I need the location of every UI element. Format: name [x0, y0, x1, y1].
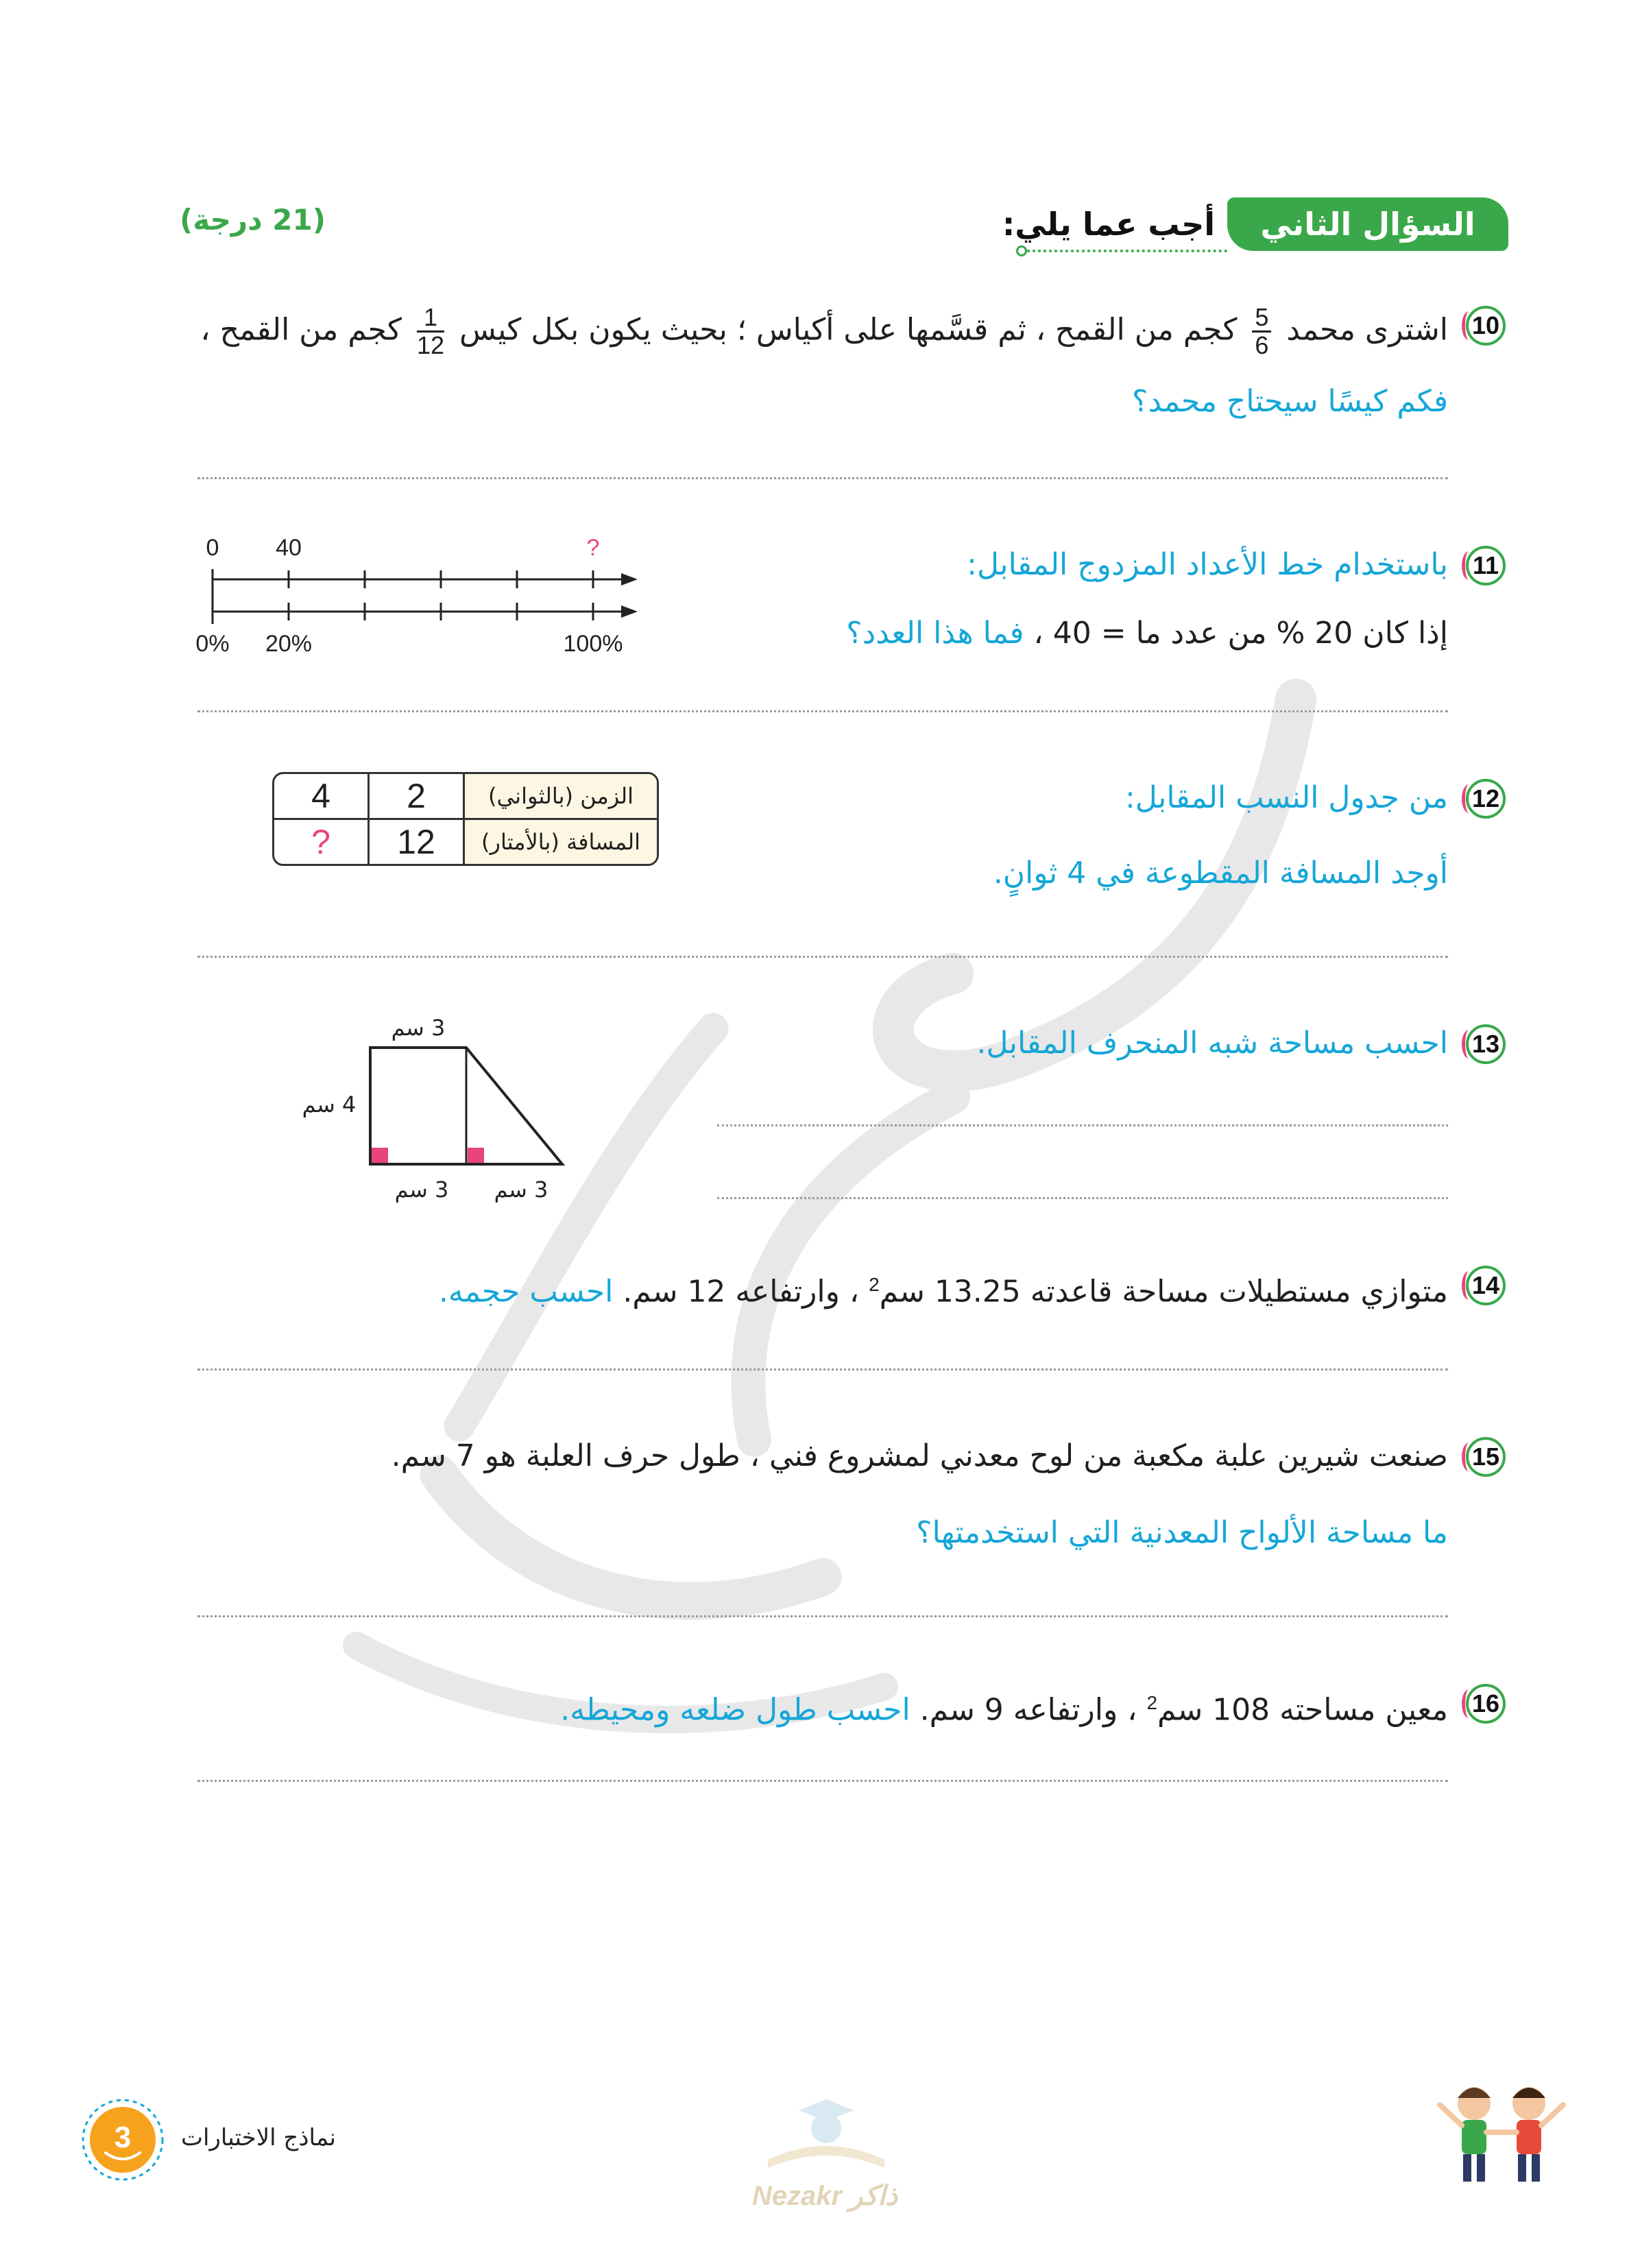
q10-text-part2: كجم من القمح ، ثم قسَّمها على أكياس ؛ بحيث يكون بكل كيس — [459, 312, 1238, 348]
question-16-line1 — [560, 1682, 1448, 1731]
top-label-40: 40 — [276, 535, 302, 561]
question-11-line2 — [846, 613, 1448, 654]
brand-logo-text: Nezakr ذاكر — [751, 2181, 898, 2211]
kid-right — [1512, 2087, 1563, 2182]
q14-text-part1: متوازي مستطيلات مساحة قاعدته 13.25 سم — [879, 1274, 1448, 1310]
q16-text-cyan: احسب طول ضلعه ومحيطه. — [560, 1692, 911, 1728]
ratio-distance-label: المسافة (بالأمتار) — [465, 820, 657, 864]
q11-line2-cyan: فما هذا العدد؟ — [846, 616, 1024, 651]
q10-frac2-denominator: 12 — [416, 331, 445, 359]
question-10-line1 — [200, 304, 1448, 359]
number-line-bottom-arrow — [621, 605, 638, 618]
q14-text-cyan: احسب حجمه. — [438, 1274, 614, 1310]
section-label: السؤال الثاني — [1227, 197, 1508, 251]
trapezoid-figure — [295, 1008, 583, 1214]
ratio-time-4: 4 — [274, 774, 370, 820]
top-label-unknown: ? — [586, 535, 600, 561]
ratio-distance-12: 12 — [370, 820, 465, 864]
q16-superscript: 2 — [1146, 1692, 1158, 1713]
answer-line-q14 — [197, 1368, 1448, 1371]
kids-illustration — [1426, 2071, 1577, 2194]
q16-text-part1: معين مساحته 108 سم — [1157, 1692, 1448, 1728]
nezakr-logo-icon — [727, 2084, 926, 2180]
question-12-line2: أوجد المسافة المقطوعة في 4 ثوانٍ. — [993, 856, 1448, 891]
right-angle-mark-left — [372, 1148, 388, 1163]
label-base-left-3cm: 3 سم — [394, 1177, 449, 1203]
question-13-line1: احسب مساحة شبه المنحرف المقابل. — [976, 1026, 1448, 1061]
prompt-underline — [1022, 250, 1227, 252]
q16-text-part2: ، وارتفاعه 9 سم. — [919, 1692, 1137, 1728]
label-base-right-3cm: 3 سم — [494, 1177, 548, 1203]
question-12-line1: من جدول النسب المقابل: — [1124, 780, 1448, 815]
question-number-13: 13 — [1466, 1024, 1506, 1064]
ratio-distance-unknown: ? — [274, 820, 370, 864]
answer-line-q16 — [197, 1780, 1448, 1782]
question-number-10: 10 — [1466, 306, 1506, 346]
top-label-0: 0 — [206, 535, 219, 561]
page-number-badge — [81, 2098, 165, 2182]
question-number-11: 11 — [1466, 546, 1506, 586]
q14-superscript: 2 — [869, 1274, 880, 1295]
section-prompt: أجب عما يلي: — [1002, 206, 1215, 243]
question-number-12: 12 — [1466, 779, 1506, 819]
q10-frac2-numerator: 1 — [417, 304, 444, 333]
question-11-line1: باستخدام خط الأعداد المزدوج المقابل: — [967, 547, 1448, 582]
label-top-3cm: 3 سم — [391, 1015, 446, 1041]
number-line-top-arrow — [621, 573, 638, 586]
answer-line-q10 — [197, 477, 1448, 479]
q10-text-part3: كجم من القمح ، — [200, 312, 402, 348]
question-number-15: 15 — [1466, 1437, 1506, 1477]
ratio-time-label: الزمن (بالثواني) — [465, 774, 657, 820]
bottom-label-100pct: 100% — [563, 631, 623, 657]
q14-text-part2: ، وارتفاعه 12 سم. — [623, 1274, 860, 1310]
ratio-row-distance — [274, 820, 657, 864]
answer-line-q13-a — [717, 1124, 1448, 1126]
double-number-line — [185, 528, 658, 672]
answer-line-q11 — [197, 710, 1448, 712]
footer-label: نماذج الاختبارات — [181, 2124, 336, 2151]
bottom-label-0pct: 0% — [195, 631, 230, 657]
label-height-4cm: 4 سم — [302, 1091, 357, 1118]
kid-left — [1440, 2087, 1491, 2182]
ratio-time-2: 2 — [370, 774, 465, 820]
question-15-line1: صنعت شيرين علبة مكعبة من لوح معدني لمشروع فني ، طول حرف العلبة هو 7 سم. — [391, 1438, 1448, 1473]
question-number-16: 16 — [1466, 1684, 1506, 1724]
question-15-line2: ما مساحة الألواح المعدنية التي استخدمتها؟ — [916, 1515, 1448, 1550]
q10-text-part1: اشترى محمد — [1286, 312, 1448, 348]
q10-frac1-numerator: 5 — [1252, 304, 1271, 333]
q10-frac1-denominator: 6 — [1255, 331, 1269, 359]
q10-fraction-1-12 — [417, 304, 444, 359]
right-angle-mark-right — [468, 1148, 484, 1163]
section-degree: (21 درجة) — [180, 203, 326, 237]
answer-line-q15 — [197, 1615, 1448, 1617]
page-number: 3 — [114, 2121, 132, 2154]
ratio-row-time — [274, 774, 657, 820]
question-10-line2: فكم كيسًا سيحتاج محمد؟ — [1132, 384, 1448, 419]
prompt-underline-dot — [1016, 245, 1027, 256]
answer-line-q13-b — [717, 1197, 1448, 1199]
question-14-line1 — [439, 1264, 1448, 1313]
q11-line2-black: إذا كان 20 % من عدد ما = 40 ، — [1033, 616, 1448, 651]
q10-fraction-5-6 — [1252, 304, 1271, 359]
bottom-label-20pct: 20% — [265, 631, 313, 657]
ratio-table — [272, 772, 659, 866]
question-number-14: 14 — [1466, 1266, 1506, 1305]
answer-line-q12 — [197, 956, 1448, 958]
